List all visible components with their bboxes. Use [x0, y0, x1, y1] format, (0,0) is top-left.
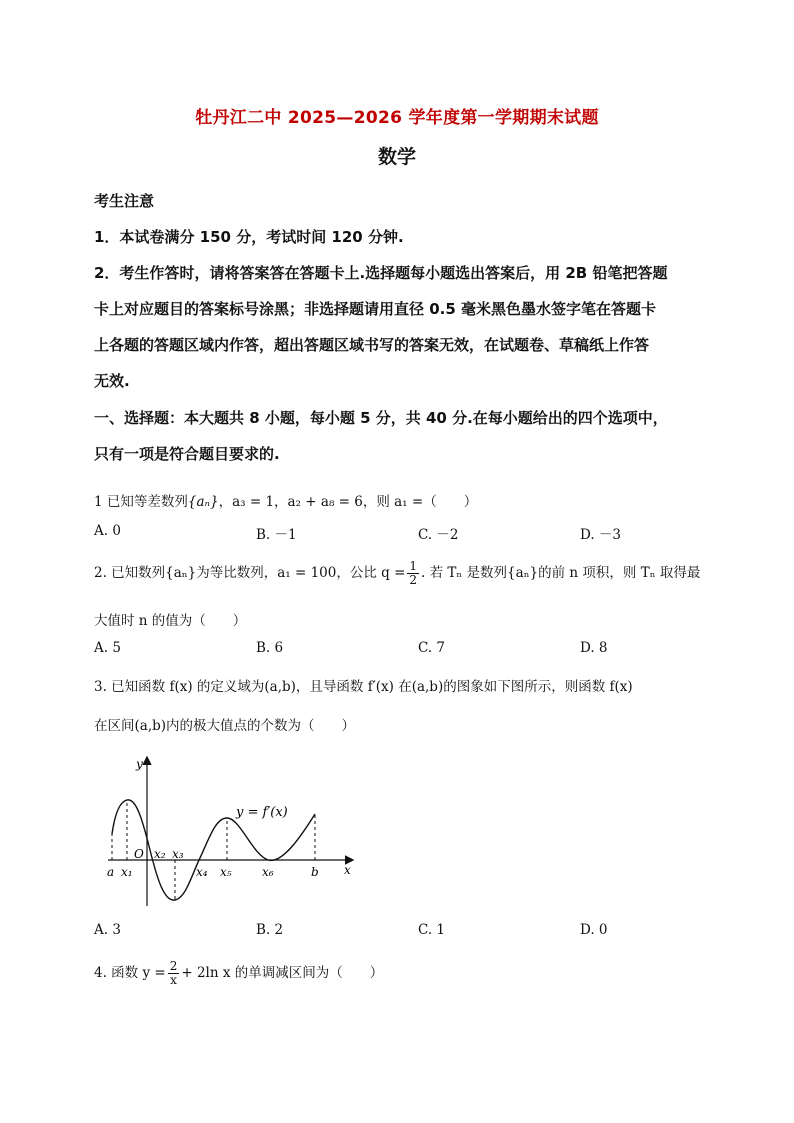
q2-part-1: 2. 已知数列{aₙ}为等比数列，a₁ = 100，公比 q = — [94, 565, 406, 581]
question-2 — [94, 560, 700, 587]
notice-heading: 考生注意 — [94, 192, 155, 210]
curve-label: y = f′(x) — [236, 805, 288, 820]
q2-option-b[interactable]: B. 6 — [256, 640, 284, 656]
q3-option-b[interactable]: B. 2 — [256, 922, 284, 938]
q2-option-c[interactable]: C. 7 — [418, 640, 446, 656]
q4-part-2: + 2ln x 的单调减区间为（ ） — [181, 965, 384, 981]
tick-label-x4: x₄ — [196, 865, 208, 879]
q2-fraction — [407, 560, 419, 587]
q1-option-d[interactable]: D. －3 — [580, 527, 622, 543]
question-3: 3. 已知函数 f(x) 的定义域为(a,b)，且导函数 f′(x) 在(a,b)的图象如下图所示，则函数 f(x) — [94, 679, 633, 695]
x-axis-label: x — [344, 863, 351, 877]
notice-line-3: 卡上对应题目的答案标号涂黑；非选择题请用直径 0.5 毫米黑色墨水签字笔在答题卡 — [94, 300, 657, 318]
derivative-graph — [100, 752, 360, 912]
q4-part-1: 4. 函数 y = — [94, 965, 166, 981]
section-heading-line-1: 一、选择题：本大题共 8 小题，每小题 5 分，共 40 分.在每小题给出的四个选项中， — [94, 409, 668, 427]
q1-option-a[interactable]: A. 0 — [94, 523, 121, 539]
q3-option-a[interactable]: A. 3 — [94, 922, 121, 938]
q1-prefix: 1 已知等差数列 — [94, 494, 188, 510]
question-2-line-2: 大值时 n 的值为（ ） — [94, 613, 247, 629]
subject-title: 数学 — [377, 146, 416, 168]
q1-option-b[interactable]: B. －1 — [256, 527, 297, 543]
tick-label-x3: x₃ — [172, 847, 184, 861]
tick-label-x1: x₁ — [121, 865, 133, 879]
q2-fraction-denominator: 2 — [409, 573, 418, 587]
tick-label-b: b — [311, 865, 319, 879]
exam-title: 牡丹江二中 2025—2026 学年度第一学期期末试题 — [195, 108, 599, 128]
origin-label: O — [134, 847, 144, 861]
section-heading-line-2: 只有一项是符合题目要求的. — [94, 445, 280, 463]
q1-option-c[interactable]: C. －2 — [418, 527, 459, 543]
q2-fraction-numerator: 1 — [409, 559, 418, 573]
question-3-line-2: 在区间(a,b)内的极大值点的个数为（ ） — [94, 718, 356, 734]
y-axis-label: y — [136, 757, 143, 771]
q3-option-c[interactable]: C. 1 — [418, 922, 446, 938]
q2-option-a[interactable]: A. 5 — [94, 640, 121, 656]
q2-option-d[interactable]: D. 8 — [580, 640, 608, 656]
notice-line-4: 上各题的答题区域内作答，超出答题区域书写的答案无效，在试题卷、草稿纸上作答 — [94, 336, 650, 354]
notice-line-2: 2．考生作答时，请将答案答在答题卡上.选择题每小题选出答案后，用 2B 铅笔把答题 — [94, 264, 668, 282]
notice-line-1: 1．本试卷满分 150 分，考试时间 120 分钟. — [94, 228, 404, 246]
q4-fraction — [168, 960, 180, 987]
question-1 — [94, 490, 477, 510]
q1-sequence: {aₙ} — [187, 494, 219, 510]
notice-line-5: 无效. — [94, 372, 130, 390]
q2-part-2: . 若 Tₙ 是数列{aₙ}的前 n 项积，则 Tₙ 取得最 — [421, 565, 701, 581]
tick-label-x6: x₆ — [262, 865, 274, 879]
tick-label-x2: x₂ — [154, 847, 166, 861]
question-4 — [94, 960, 383, 987]
q3-option-d[interactable]: D. 0 — [580, 922, 608, 938]
q4-fraction-numerator: 2 — [169, 959, 178, 973]
q4-fraction-denominator: x — [170, 973, 177, 987]
tick-label-a: a — [107, 865, 115, 879]
q1-condition: ，a₃ = 1，a₂ + a₈ = 6，则 a₁ =（ ） — [218, 494, 478, 510]
tick-label-x5: x₅ — [220, 865, 232, 879]
